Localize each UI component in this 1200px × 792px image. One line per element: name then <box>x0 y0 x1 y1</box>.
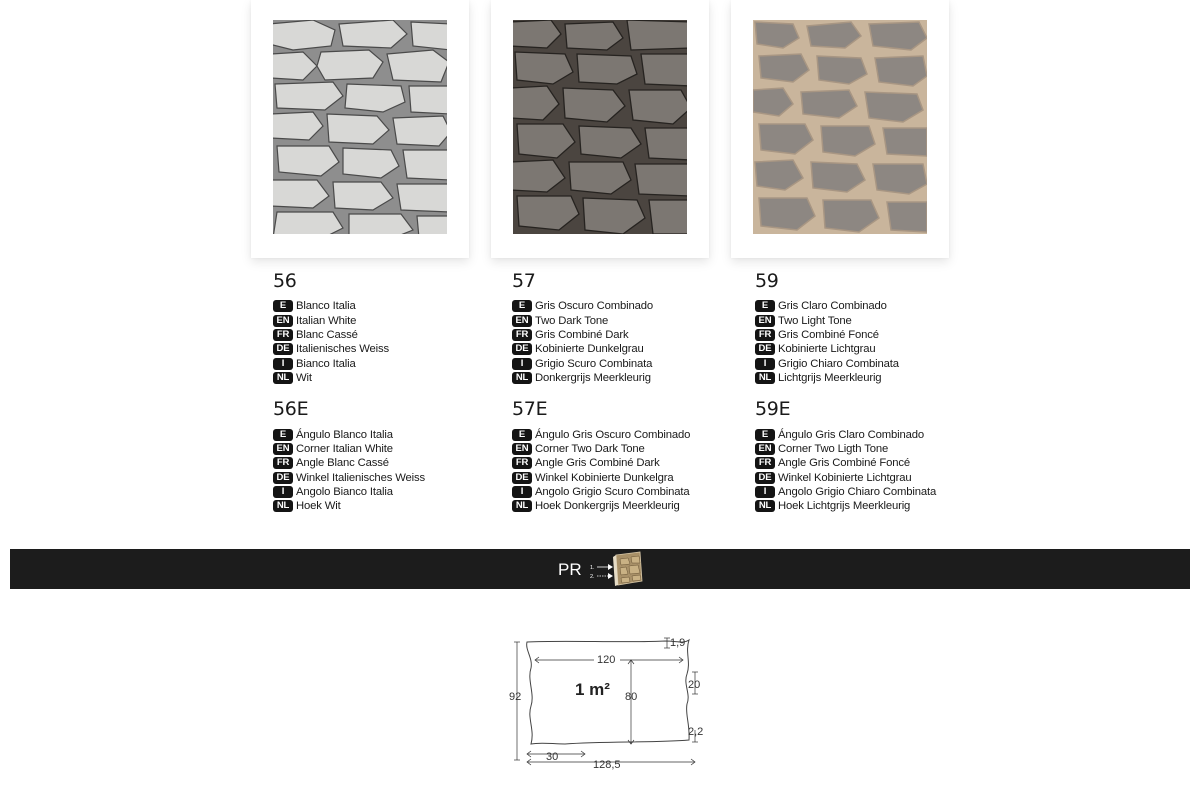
language-row <box>512 442 752 456</box>
lang-badge: E <box>512 429 532 441</box>
lang-badge: FR <box>273 457 293 469</box>
product-name: Angolo Grigio Scuro Combinata <box>535 486 690 499</box>
product-name: Gris Oscuro Combinado <box>535 300 654 313</box>
product-card-57 <box>491 0 709 258</box>
pr-label: PR <box>558 560 582 579</box>
lang-badge: E <box>755 429 775 441</box>
lang-badge: EN <box>512 315 532 327</box>
language-row <box>512 342 752 356</box>
corner-product-code: 57E <box>512 398 548 421</box>
product-name: Gris Combiné Foncé <box>778 328 879 341</box>
language-row <box>512 299 752 313</box>
language-row <box>755 299 995 313</box>
product-spec-57 <box>512 270 752 514</box>
product-spec-56 <box>273 270 513 514</box>
product-name: Grigio Scuro Combinata <box>535 357 653 370</box>
product-code: 59 <box>755 270 779 292</box>
product-name: Corner Two Ligth Tone <box>778 442 889 455</box>
language-row <box>755 313 995 327</box>
product-name: Angle Blanc Cassé <box>296 457 389 470</box>
product-name: Lichtgrijs Meerkleurig <box>778 372 882 385</box>
language-row <box>273 313 513 327</box>
language-row <box>512 371 752 385</box>
step-1-label: 1. <box>590 565 595 571</box>
product-name: Gris Combiné Dark <box>535 328 629 341</box>
product-name: Kobinierte Dunkelgrau <box>535 343 644 356</box>
lang-badge: DE <box>273 472 293 484</box>
stone-sample-image <box>513 20 687 234</box>
corner-language-names-list <box>755 427 995 513</box>
lang-badge: EN <box>755 315 775 327</box>
dim-edge-right: 20 <box>688 679 701 691</box>
language-row <box>273 328 513 342</box>
language-row <box>273 471 513 485</box>
language-row <box>273 357 513 371</box>
stone-sample-image <box>273 20 447 234</box>
language-row <box>755 456 995 470</box>
lang-badge: E <box>755 300 775 312</box>
dim-height-outer: 92 <box>509 691 522 703</box>
language-row <box>755 442 995 456</box>
lang-badge: FR <box>512 457 532 469</box>
product-name: Ángulo Gris Claro Combinado <box>778 428 925 441</box>
product-name: Hoek Wit <box>296 500 341 513</box>
lang-badge: E <box>273 429 293 441</box>
dim-height-inner: 80 <box>625 691 638 703</box>
lang-badge: EN <box>273 443 293 455</box>
product-name: Grigio Chiaro Combinata <box>778 357 899 370</box>
lang-badge: NL <box>273 500 293 512</box>
language-row <box>755 427 995 441</box>
lang-badge: FR <box>512 329 532 341</box>
panel-layers-icon <box>588 551 644 591</box>
language-row <box>512 357 752 371</box>
lang-badge: EN <box>512 443 532 455</box>
product-name: Angolo Grigio Chiaro Combinata <box>778 486 937 499</box>
product-name: Corner Two Dark Tone <box>535 442 645 455</box>
lang-badge: I <box>273 358 293 370</box>
lang-badge: I <box>512 486 532 498</box>
language-row <box>273 427 513 441</box>
product-name: Kobinierte Lichtgrau <box>778 343 876 356</box>
corner-language-names-list <box>273 427 513 513</box>
language-row <box>755 471 995 485</box>
language-row <box>273 342 513 356</box>
lang-badge: DE <box>273 343 293 355</box>
lang-badge: I <box>755 486 775 498</box>
language-row <box>512 328 752 342</box>
language-row <box>755 357 995 371</box>
lang-badge: FR <box>755 329 775 341</box>
lang-badge: EN <box>273 315 293 327</box>
lang-badge: DE <box>512 343 532 355</box>
product-name: Bianco Italia <box>296 357 356 370</box>
product-name: Hoek Donkergrijs Meerkleurig <box>535 500 680 513</box>
language-row <box>273 299 513 313</box>
product-name: Wit <box>296 372 312 385</box>
language-row <box>755 371 995 385</box>
product-name: Blanc Cassé <box>296 328 358 341</box>
product-name: Two Dark Tone <box>535 314 609 327</box>
product-name: Gris Claro Combinado <box>778 300 887 313</box>
language-row <box>273 442 513 456</box>
product-name: Angolo Bianco Italia <box>296 486 393 499</box>
lang-badge: DE <box>755 343 775 355</box>
corner-product-code: 56E <box>273 398 309 421</box>
language-row <box>755 328 995 342</box>
language-row <box>273 499 513 513</box>
product-name: Ángulo Gris Oscuro Combinado <box>535 428 691 441</box>
language-row <box>512 456 752 470</box>
product-name: Angle Gris Combiné Foncé <box>778 457 911 470</box>
product-name: Winkel Kobinierte Lichtgrau <box>778 471 912 484</box>
product-name: Corner Italian White <box>296 442 393 455</box>
lang-badge: EN <box>755 443 775 455</box>
language-row <box>273 485 513 499</box>
language-row <box>512 427 752 441</box>
language-row <box>512 471 752 485</box>
lang-badge: E <box>273 300 293 312</box>
product-name: Italian White <box>296 314 357 327</box>
product-card-56 <box>251 0 469 258</box>
product-code: 56 <box>273 270 297 292</box>
product-name: Italienisches Weiss <box>296 343 390 356</box>
product-name: Donkergrijs Meerkleurig <box>535 372 651 385</box>
lang-badge: NL <box>755 372 775 384</box>
language-names-list <box>512 299 752 385</box>
corner-product-code: 59E <box>755 398 791 421</box>
product-name: Angle Gris Combiné Dark <box>535 457 660 470</box>
lang-badge: FR <box>755 457 775 469</box>
lang-badge: I <box>755 358 775 370</box>
dim-width-top: 120 <box>597 654 616 666</box>
lang-badge: DE <box>512 472 532 484</box>
product-name: Winkel Kobinierte Dunkelgra <box>535 471 674 484</box>
lang-badge: NL <box>755 500 775 512</box>
product-spec-59 <box>755 270 995 514</box>
lang-badge: E <box>512 300 532 312</box>
language-row <box>755 485 995 499</box>
language-row <box>755 499 995 513</box>
product-name: Winkel Italienisches Weiss <box>296 471 425 484</box>
lang-badge: I <box>512 358 532 370</box>
panel-dimension-diagram <box>505 632 725 776</box>
product-code: 57 <box>512 270 536 292</box>
lang-badge: DE <box>755 472 775 484</box>
dim-edge-corner: 2,2 <box>688 726 704 738</box>
language-row <box>755 342 995 356</box>
language-row <box>512 313 752 327</box>
stone-sample-image <box>753 20 927 234</box>
language-row <box>512 499 752 513</box>
product-name: Hoek Lichtgrijs Meerkleurig <box>778 500 911 513</box>
lang-badge: NL <box>512 500 532 512</box>
product-name: Ángulo Blanco Italia <box>296 428 393 441</box>
dim-thickness: 1,9 <box>670 637 686 649</box>
lang-badge: NL <box>273 372 293 384</box>
dim-overlap: 30 <box>546 751 559 763</box>
product-name: Blanco Italia <box>296 300 356 313</box>
language-row <box>512 485 752 499</box>
language-row <box>273 456 513 470</box>
language-names-list <box>755 299 995 385</box>
product-name: Two Light Tone <box>778 314 852 327</box>
lang-badge: NL <box>512 372 532 384</box>
lang-badge: FR <box>273 329 293 341</box>
dim-width-total: 128,5 <box>593 759 621 771</box>
lang-badge: I <box>273 486 293 498</box>
step-2-label: 2. <box>590 574 595 580</box>
area-label: 1 m² <box>575 680 610 699</box>
product-card-59 <box>731 0 949 258</box>
language-row <box>273 371 513 385</box>
language-names-list <box>273 299 513 385</box>
corner-language-names-list <box>512 427 752 513</box>
